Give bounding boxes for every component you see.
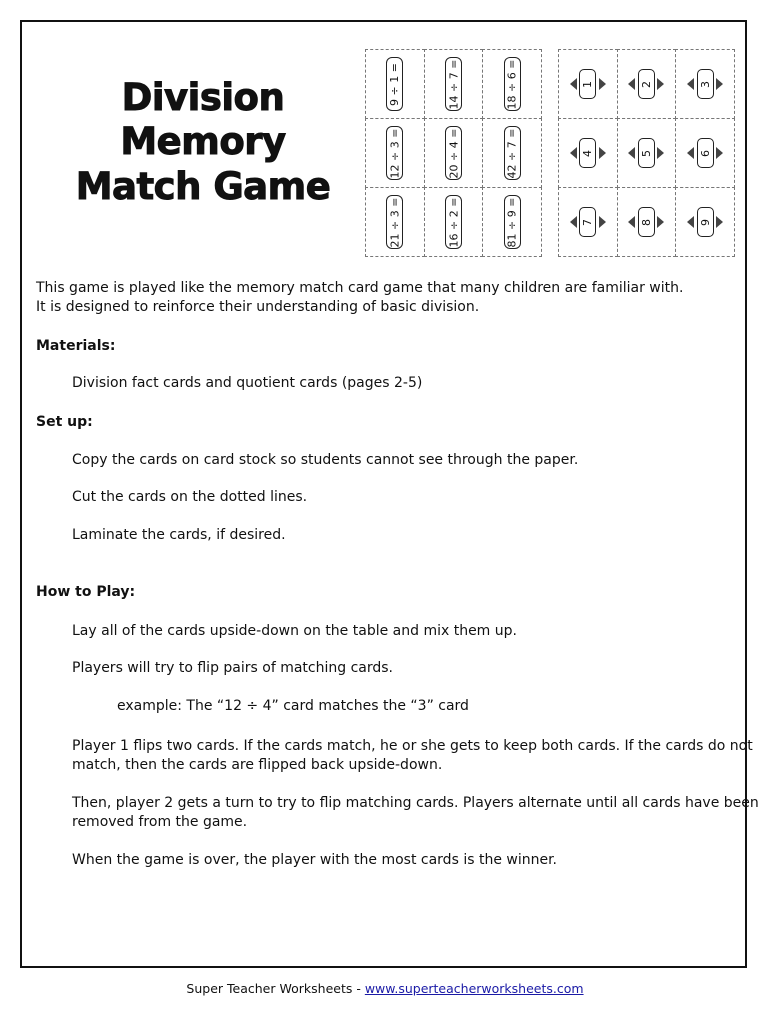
setup-step-1: Copy the cards on card stock so students cannot see through the paper. <box>72 452 579 468</box>
arrow-right-icon <box>657 78 664 90</box>
quotient-card-text: 6 <box>698 149 712 157</box>
how-to-play-heading: How to Play: <box>36 584 136 600</box>
fact-card <box>365 49 425 119</box>
arrow-right-icon <box>599 147 606 159</box>
quotient-card <box>617 49 677 119</box>
fact-card <box>424 187 484 257</box>
fact-card-text: 42 ÷ 7 = <box>505 128 519 178</box>
quotient-card-text: 8 <box>639 218 653 226</box>
fact-card-text: 18 ÷ 6 = <box>505 59 519 109</box>
fact-card <box>365 118 425 188</box>
how-to-play-step-4: Then, player 2 gets a turn to try to flip matching cards. Players alternate until all cards have been removed from the game. <box>72 795 759 830</box>
arrow-left-icon <box>628 78 635 90</box>
footer-prefix: Super Teacher Worksheets - <box>186 981 365 996</box>
quotient-card <box>617 187 677 257</box>
fact-card <box>424 49 484 119</box>
fact-card-text: 9 ÷ 1 = <box>388 62 402 106</box>
arrow-right-icon <box>716 147 723 159</box>
fact-card <box>365 187 425 257</box>
quotient-card-text: 2 <box>639 80 653 88</box>
title-line-3: Match Game <box>75 164 331 208</box>
fact-card-text: 14 ÷ 7 = <box>446 59 460 109</box>
quotient-card <box>675 118 735 188</box>
materials-text: Division fact cards and quotient cards (pages 2-5) <box>72 375 423 391</box>
fact-card <box>482 118 542 188</box>
quotient-card-text: 5 <box>639 149 653 157</box>
how-to-play-step-1: Lay all of the cards upside-down on the table and mix them up. <box>72 623 517 639</box>
fact-card-text: 20 ÷ 4 = <box>446 128 460 178</box>
arrow-left-icon <box>687 78 694 90</box>
how-to-play-step-3: Player 1 flips two cards. If the cards match, he or she gets to keep both cards. If the cards do not match, then the cards are flipped back upside-down. <box>72 738 753 773</box>
page-title <box>58 76 348 209</box>
arrow-right-icon <box>657 147 664 159</box>
arrow-left-icon <box>570 147 577 159</box>
quotient-card <box>675 49 735 119</box>
how-to-play-step-2: Players will try to flip pairs of matching cards. <box>72 660 394 676</box>
quotient-card <box>558 49 618 119</box>
arrow-left-icon <box>687 216 694 228</box>
fact-card-text: 12 ÷ 3 = <box>388 128 402 178</box>
intro-paragraph <box>36 279 742 317</box>
arrow-right-icon <box>599 216 606 228</box>
quotient-card <box>558 118 618 188</box>
arrow-right-icon <box>599 78 606 90</box>
materials-heading: Materials: <box>36 338 116 354</box>
quotient-card <box>675 187 735 257</box>
how-to-play-step-5: When the game is over, the player with the most cards is the winner. <box>72 852 557 868</box>
fact-card-sample-grid <box>365 49 541 256</box>
fact-card <box>482 49 542 119</box>
fact-card <box>482 187 542 257</box>
quotient-card <box>617 118 677 188</box>
arrow-left-icon <box>687 147 694 159</box>
title-line-2: Memory <box>120 120 286 164</box>
quotient-card-sample-grid <box>558 49 734 256</box>
footer-website-link[interactable]: www.superteacherworksheets.com <box>364 981 584 996</box>
setup-heading: Set up: <box>36 414 93 430</box>
intro-line-1: This game is played like the memory match card game that many children are familiar with. <box>36 280 684 296</box>
arrow-right-icon <box>716 216 723 228</box>
quotient-card-text: 9 <box>698 218 712 226</box>
setup-step-3: Laminate the cards, if desired. <box>72 527 286 543</box>
quotient-card-text: 4 <box>581 149 595 157</box>
arrow-left-icon <box>570 78 577 90</box>
arrow-left-icon <box>628 216 635 228</box>
arrow-left-icon <box>570 216 577 228</box>
setup-step-2: Cut the cards on the dotted lines. <box>72 489 308 505</box>
how-to-play-example: example: The “12 ÷ 4” card matches the “3” card <box>117 698 469 714</box>
quotient-card-text: 3 <box>698 80 712 88</box>
footer <box>0 981 770 996</box>
arrow-left-icon <box>628 147 635 159</box>
arrow-right-icon <box>657 216 664 228</box>
intro-line-2: It is designed to reinforce their understanding of basic division. <box>36 299 480 315</box>
quotient-card-text: 7 <box>581 218 595 226</box>
fact-card-text: 81 ÷ 9 = <box>505 197 519 247</box>
title-line-1: Division <box>121 76 285 119</box>
quotient-card <box>558 187 618 257</box>
fact-card-text: 16 ÷ 2 = <box>446 197 460 247</box>
arrow-right-icon <box>716 78 723 90</box>
fact-card-text: 21 ÷ 3 = <box>388 197 402 247</box>
fact-card <box>424 118 484 188</box>
quotient-card-text: 1 <box>581 80 595 88</box>
